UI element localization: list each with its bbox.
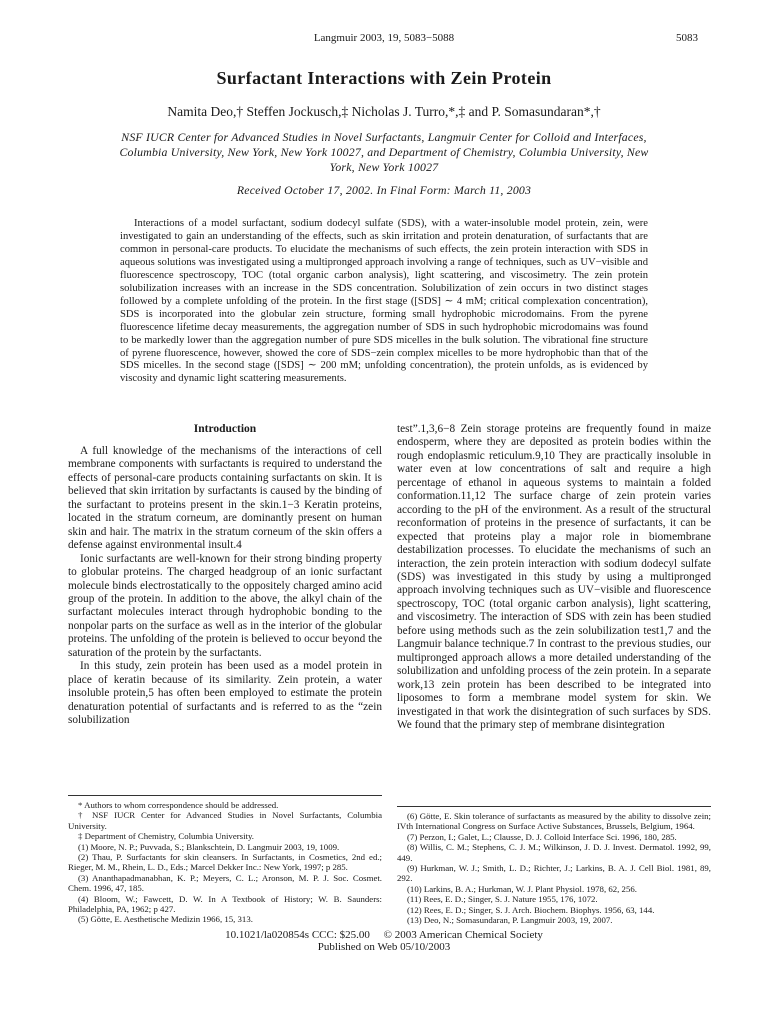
section-heading-introduction: Introduction — [193, 423, 257, 435]
reference: (7) Perzon, I.; Galet, L.; Clausse, D. J. Colloid Interface Sci. 1996, 180, 285. — [407, 831, 677, 842]
right-column — [397, 423, 711, 732]
reference: (11) Rees, E. D.; Singer, S. J. Nature 1955, 176, 1072. — [407, 894, 598, 905]
footnote: ‡ Department of Chemistry, Columbia University. — [78, 831, 254, 842]
reference: (12) Rees, E. D.; Singer, S. J. Arch. Biochem. Biophys. 1956, 63, 144. — [407, 904, 655, 915]
reference: (10) Larkins, B. A.; Hurkman, W. J. Plant Physiol. 1978, 62, 256. — [407, 883, 637, 894]
page-number: 5083 — [676, 32, 698, 44]
received-dates: Received October 17, 2002. In Final Form: March 11, 2003 — [236, 183, 532, 197]
body-paragraph: Ionic surfactants are well-known for their strong binding property to globular proteins. The charged headgroup of an ionic surfactant molecule binds electrostatically to the oppositely charged amino acid group of the protein. In addition to the above, the alkyl chain of the surfactant molecules interact through hydrophobic bonding to the nonpolar parts on the surface as well as in the interior of the globular proteins. The unfolding of the protein is believed to occur beyond the saturation of the protein by the surfactants. — [68, 552, 382, 659]
article-title: Surfactant Interactions with Zein Protein — [216, 68, 552, 88]
reference: (9) Hurkman, W. J.; Smith, L. D.; Richter, J.; Larkins, B. A. J. Cell Biol. 1981, 89, 292. — [397, 863, 711, 884]
page-footer — [0, 929, 768, 953]
left-column — [68, 423, 382, 728]
reference: (5) Götte, E. Aesthetische Medizin 1966, 15, 313. — [78, 914, 253, 925]
affiliation: NSF IUCR Center for Advanced Studies in Novel Surfactants, Langmuir Center for Colloid and Interfaces, Columbia University, New York, New York 10027, and Department of Chemistry, Columbia University, New York, New York 10027 — [119, 130, 649, 174]
reference: (2) Thau, P. Surfactants for skin cleansers. In Surfactants, in Cosmetics, 2nd ed.; Rieger, M. M., Rhein, L. D., Eds.; Marcel Dekker Inc.: New York, 1997; p 285. — [68, 852, 382, 873]
published-date: Published on Web 05/10/2003 — [317, 941, 451, 953]
reference: (6) Götte, E. Skin tolerance of surfactants as measured by the ability to dissolve zein; IVth International Congress on Surface Active Substances, Brussels, Belgium, 1964. — [397, 811, 711, 832]
body-paragraph: In this study, zein protein has been used as a model protein in place of keratin because of its similarity. Zein protein, a water insoluble protein,5 has often been employed to estimate the protein denaturation potential of surfactants and is referred to as the “zein solubilization — [68, 660, 382, 727]
reference: (8) Willis, C. M.; Stephens, C. J. M.; Wilkinson, J. D. J. Invest. Dermatol. 1992, 99, 449. — [397, 842, 711, 863]
journal-citation: Langmuir 2003, 19, 5083−5088 — [313, 32, 455, 44]
reference: (13) Deo, N.; Somasundaran, P. Langmuir 2003, 19, 2007. — [407, 915, 613, 926]
doi-line: 10.1021/la020854s CCC: $25.00 © 2003 American Chemical Society — [225, 929, 543, 941]
reference: (3) Ananthapadmanabhan, K. P.; Meyers, C. L.; Aronson, M. P. J. Soc. Cosmet. Chem. 1996, 47, 185. — [68, 872, 382, 894]
footnote: † NSF IUCR Center for Advanced Studies in Novel Surfactants, Columbia University. — [68, 810, 382, 831]
footnote: * Authors to whom correspondence should be addressed. — [78, 800, 279, 810]
running-header — [0, 30, 768, 46]
footnotes-right — [397, 806, 711, 925]
body-paragraph: test”.1,3,6−8 Zein storage proteins are frequently found in maize endosperm, where they are deposited as protein bodies within the rough endoplasmic reticulum.9,10 They are practically insoluble in water even at low concentrations of salt and require a high percentage of ethanol in aqueous systems to maintain a folded conformation.11,12 The surface charge of zein protein varies according to the pH of the environment. As a result of the structural reconformation of proteins in the presence of surfactants, it can be expected that proteins play a major role in biomembrane destabilization processes. To elucidate the mechanisms of such an interaction, the zein protein interaction with sodium dodecyl sulfate (SDS) was investigated in this study by using a multipronged approach involving techniques such as UV−visible and fluorescence spectroscopy, TOC (total organic carbon analysis), light scattering, and viscosimetry. The interaction of SDS with zein has been studied before using methods such as the zein solubilization test1,7 and the Langmuir balance technique.7 In contrast to the previous studies, our multipronged approach allows a more detailed understanding of the solubilization and unfolding process of the zein protein. In a separate work,13 zein protein has been described to be integrated into liposomes to form a membrane model system for skin. We investigated in that work the disintegration of such surfaces by SDS. We found that the primary step of membrane disintegration — [397, 423, 711, 731]
author-list: Namita Deo,† Steffen Jockusch,‡ Nicholas J. Turro,*,‡ and P. Somasundaran*,† — [167, 104, 601, 119]
abstract: Interactions of a model surfactant, sodium dodecyl sulfate (SDS), with a water-insoluble model protein, zein, were investigated to gain an understanding of the effects, such as skin irritation and protein denaturation, of surfactants that are common in personal-care products. To elucidate the mechanisms of such effects, the zein protein interaction with SDS in aqueous solutions was investigated using a multipronged approach involving a range of techniques, such as UV−visible and fluorescence spectroscopy, TOC (total organic carbon analysis), light scattering, and viscosimetry. The zein protein solubilization increases with an increase in the SDS concentration. Solubilization of zein occurs in two distinct stages followed by a complete unfolding of the protein. In the first stage ([SDS] ∼ 4 mM; critical complexation concentration), SDS is incorporated into the globular zein structure, forming small hydrophobic microdomains. From the pyrene fluorescence lifetime decay measurements, the aggregation number of SDS in such hydrophobic microdomains was found to be markedly lower than the aggregation number of pure SDS micelles in the bulk solution. The vibrational fine structure of pyrene fluorescence, however, showed the core of SDS−zein complex micelles to be more hydrophobic than that of the SDS micelles. In the second stage ([SDS] ∼ 200 mM; unfolding concentration), the protein unfolds, as is evidenced by viscosity and dynamic light scattering measurements. — [120, 218, 648, 385]
reference: (4) Bloom, W.; Fawcett, D. W. In A Textbook of History; W. B. Saunders: Philadelphia, PA, 1962; p 427. — [68, 893, 382, 915]
footnotes-left — [68, 795, 382, 925]
body-paragraph: A full knowledge of the mechanisms of the interactions of cell membrane components with surfactants is required to understand the effects of personal-care products containing surfactants on skin. It is believed that skin irritation by surfactants is caused by the binding of the surfactant to proteins present in the skin.1−3 Keratin proteins, located in the stratum corneum, are dominantly present on human skin and hair. The matrix in the stratum corneum of the skin offers a defense against environmental insult.4 — [68, 445, 382, 552]
reference: (1) Moore, N. P.; Puvvada, S.; Blankschtein, D. Langmuir 2003, 19, 1009. — [78, 841, 340, 852]
